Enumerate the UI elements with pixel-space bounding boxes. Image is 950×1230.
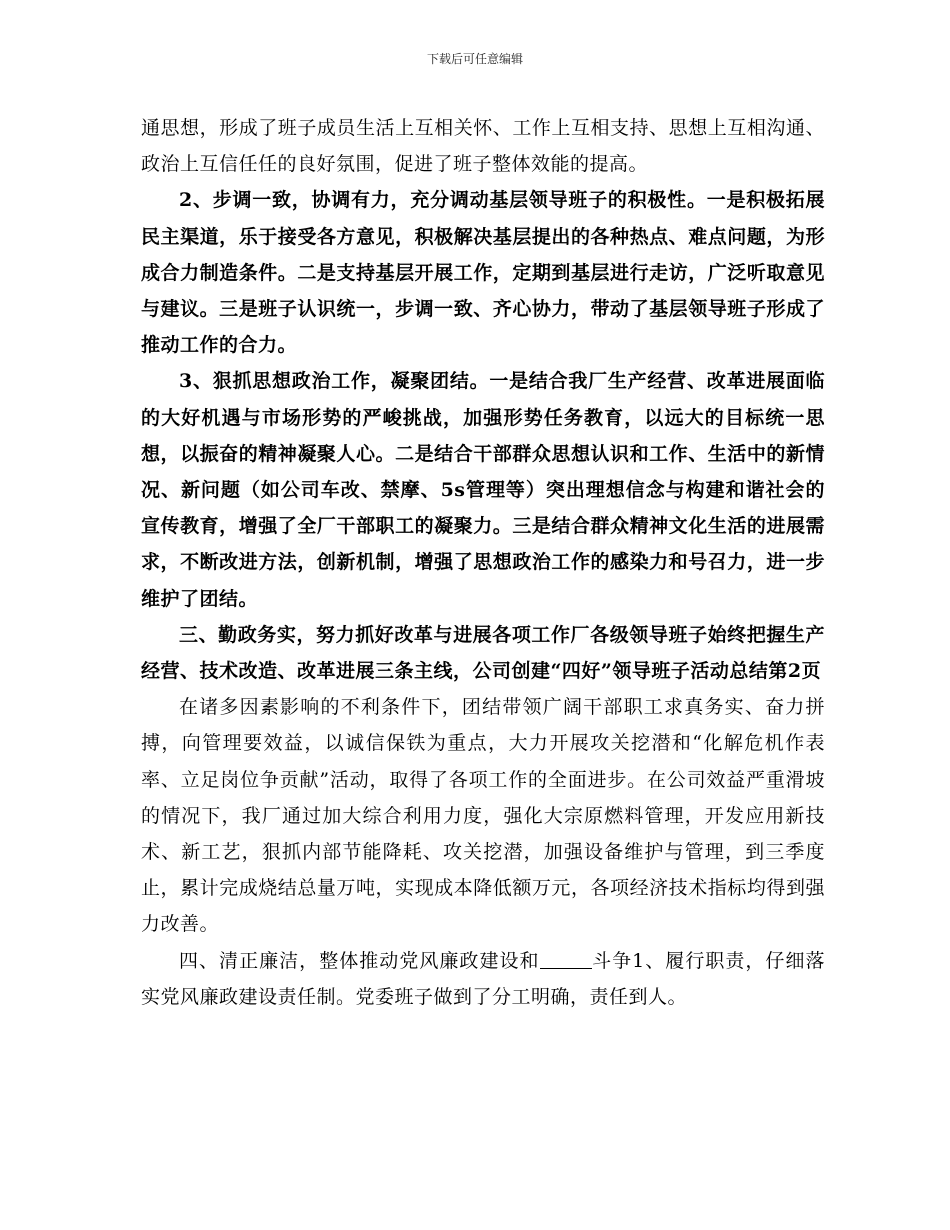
document-body — [141, 110, 825, 1015]
paragraph-text-after-blank: 斗争1、履行职责，仔细落实党风廉政建设责任制。党委班子做到了分工明确，责任到人。 — [141, 949, 825, 1008]
fill-in-blank — [540, 949, 592, 969]
paragraph: 2、步调一致，协调有力，充分调动基层领导班子的积极性。一是积极拓展民主渠道，乐于接受各方意见，积极解决基层提出的各种热点、难点问题，为形成合力制造条件。二是支持基层开展工作，定期到基层进行走访，广泛听取意见与建议。三是班子认识统一，步调一致、齐心协力，带动了基层领导班子形成了推动工作的合力。 — [141, 189, 825, 357]
paragraph: 3、狠抓思想政治工作，凝聚团结。一是结合我厂生产经营、改革进展面临的大好机遇与市场形势的严峻挑战，加强形势任务教育，以远大的目标统一思想，以振奋的精神凝聚人心。二是结合干部群众思想认识和工作、生活中的新情况、新问题（如公司车改、禁摩、5s管理等）突出理想信念与构建和谐社会的宣传教育，增强了全厂干部职工的凝聚力。三是结合群众精神文化生活的进展需求，不断改进方法，创新机制，增强了思想政治工作的感染力和号召力，进一步维护了团结。 — [141, 370, 825, 610]
paragraph — [141, 943, 825, 1015]
page-header: 下载后可任意编辑 — [426, 52, 523, 66]
section-heading: 三、勤政务实，努力抓好改革与进展各项工作厂各级领导班子始终把握生产经营、技术改造、改革进展三条主线，公司创建“四好”领导班子活动总结第2页 — [141, 623, 825, 683]
paragraph-text-before-blank: 四、清正廉洁，整体推动党风廉政建设和 — [179, 949, 540, 972]
paragraph: 通思想，形成了班子成员生活上互相关怀、工作上互相支持、思想上互相沟通、政治上互信任任的良好氛围，促进了班子整体效能的提高。 — [141, 117, 825, 176]
paragraph: 在诸多因素影响的不利条件下，团结带领广阔干部职工求真务实、奋力拼搏，向管理要效益，以诚信保铁为重点，大力开展攻关挖潜和“化解危机作表率、立足岗位争贡献”活动，取得了各项工作的全面进步。在公司效益严重滑坡的情况下，我厂通过加大综合利用力度，强化大宗原燃料管理，开发应用新技术、新工艺，狠抓内部节能降耗、攻关挖潜，加强设备维护与管理，到三季度止，累计完成烧结总量万吨，实现成本降低额万元，各项经济技术指标均得到强力改善。 — [141, 696, 825, 936]
